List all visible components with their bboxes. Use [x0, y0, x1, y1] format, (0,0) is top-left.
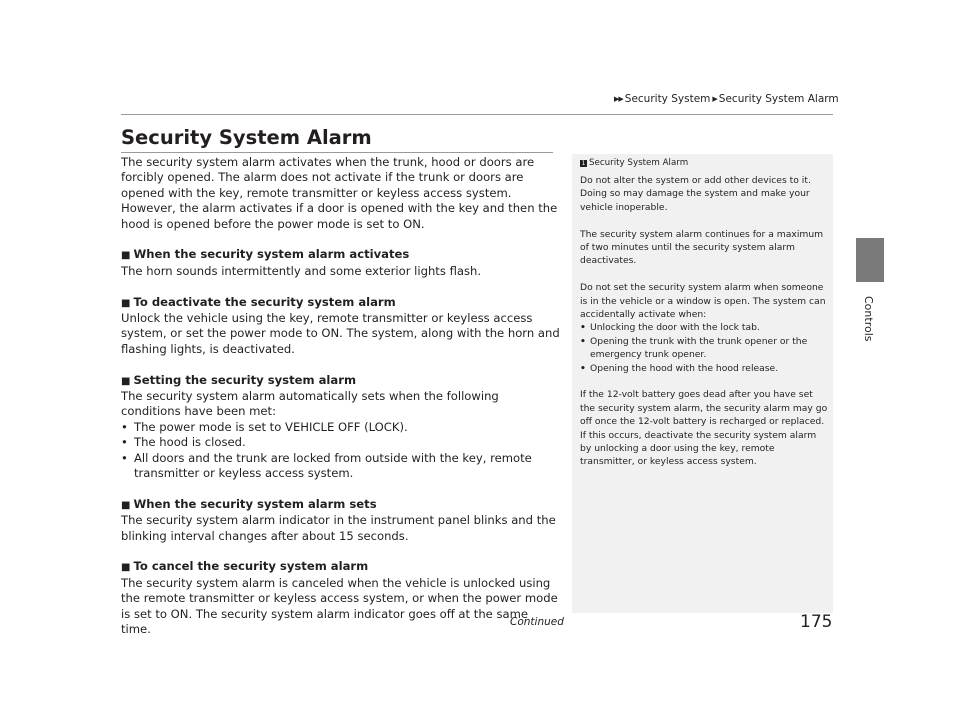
list-item: • The hood is closed. [121, 435, 561, 450]
note-paragraph: If the 12-volt battery goes dead after you have set the security system alarm, the security alarm may go off once the 12-volt battery is recharged or replaced. [580, 389, 828, 428]
square-bullet-icon: ■ [121, 297, 131, 309]
list-item: • The power mode is set to VEHICLE OFF (LOCK). [121, 420, 561, 435]
main-content [121, 155, 561, 638]
square-bullet-icon: ■ [121, 562, 131, 574]
section-text: The security system alarm indicator in the instrument panel blinks and the blinking interval changes after about 15 seconds. [121, 513, 556, 543]
square-bullet-icon: ■ [121, 250, 131, 262]
section-text: Unlock the vehicle using the key, remote transmitter or keyless access system, or set the power mode to ON. The system, along with the horn and flashing lights, is deactivated. [121, 311, 560, 356]
chapter-tab-marker [856, 238, 884, 282]
note-marker-icon: 1 [581, 160, 586, 167]
square-bullet-icon: ■ [121, 499, 131, 511]
title-divider [121, 152, 553, 153]
breadcrumb-item[interactable]: Security System Alarm [718, 93, 839, 105]
square-bullet-icon: ■ [121, 375, 131, 387]
page-number: 175 [800, 612, 833, 632]
section-heading: ■ To cancel the security system alarm [121, 559, 369, 574]
note-paragraph: Do not set the security system alarm when someone is in the vehicle or a window is open. The system can accidentally activate when: [580, 282, 826, 321]
breadcrumb [612, 93, 839, 105]
chapter-tab [850, 296, 890, 366]
section-heading: ■ When the security system alarm sets [121, 496, 377, 511]
note-panel [572, 154, 833, 613]
section-text: The security system alarm is canceled when the vehicle is unlocked using the remote transmitter or keyless access system, or when the power mode is set to ON. The security system alarm indicator goes off at the same time. [121, 575, 558, 637]
intro-paragraph: However, the alarm activates if a door is opened with the key and then the hood is opened before the power mode is set to ON. [121, 201, 558, 231]
condition-list [121, 420, 561, 482]
list-item: • All doors and the trunk are locked from outside with the key, remote transmitter or keyless access system. [121, 451, 561, 482]
note-paragraph: The security system alarm continues for a maximum of two minutes until the security system alarm deactivates. [580, 228, 824, 267]
arrow-icon: ▶ [712, 95, 717, 103]
intro-paragraph: The security system alarm activates when the trunk, hood or doors are forcibly opened. The alarm does not activate if the trunk or doors are opened with the key, remote transmitter or keyless access system. [121, 155, 535, 200]
double-arrow-icon: ▶▶ [614, 95, 623, 103]
list-item: • Unlocking the door with the lock tab. [580, 321, 829, 334]
breadcrumb-item[interactable]: Security System [624, 93, 711, 105]
continued-label: Continued [510, 616, 564, 628]
note-paragraph: Do not alter the system or add other devices to it. Doing so may damage the system and make your vehicle inoperable. [580, 175, 811, 213]
list-item: • Opening the trunk with the trunk opener or the emergency trunk opener. [580, 335, 829, 362]
section-text: The security system alarm automatically sets when the following conditions have been met: [121, 389, 499, 419]
note-list [580, 321, 829, 375]
section-text: The horn sounds intermittently and some exterior lights flash. [121, 263, 482, 278]
note-title: 1 Security System Alarm [581, 158, 689, 168]
list-item: • Opening the hood with the hood release. [580, 362, 829, 375]
chapter-tab-label: Controls [862, 296, 875, 342]
header-divider [121, 114, 833, 115]
note-body [580, 174, 829, 469]
page-title: Security System Alarm [121, 126, 372, 149]
section-heading: ■ Setting the security system alarm [121, 372, 357, 387]
section-heading: ■ When the security system alarm activates [121, 247, 410, 262]
note-paragraph: If this occurs, deactivate the security system alarm by unlocking a door using the key, remote transmitter, or keyless access system. [580, 429, 817, 468]
section-heading: ■ To deactivate the security system alarm [121, 294, 396, 309]
